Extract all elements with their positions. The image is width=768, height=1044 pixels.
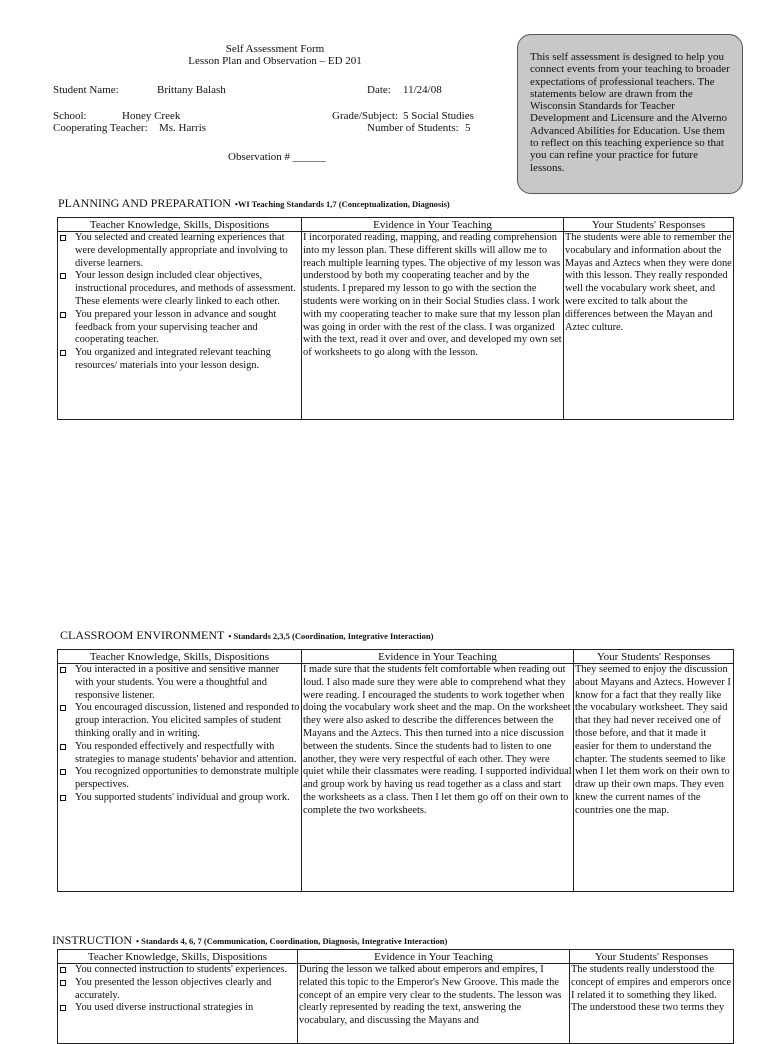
- evidence-cell: I incorporated reading, mapping, and reading comprehension into my lesson plan. These different skills will allow me to reach multiple learning types. The objective of my lesson was understood by both my cooperating teacher and by the students. I prepared my lesson to go with the section the students were working on in their Social Studies class. I work with my cooperating teacher to make sure that my lesson plan was going in order with the rest of the class. I was organized with the text, read it over and over, and developed my own set of worksheets to go along with the lesson.: [302, 232, 564, 420]
- instructions-callout: This self assessment is designed to help you connect events from your teaching to broader expectations of professional teachers. The statements below are drawn from the Wisconsin Standards for Teacher Development and Licensure and the Alverno Advanced Abilities for Education. Use them to reflect on this teaching experience so that you can refine your practice for future lessons.: [517, 34, 743, 194]
- responses-cell: The students were able to remember the vocabulary and information about the Mayas and Aztecs when they were done with this lesson. They really responded well the vocabulary work sheet, and were excited to talk about the differences between the Mayan and Aztec culture.: [564, 232, 734, 420]
- responses-cell: The students really understood the concept of empires and emperors once I related it to something they liked. The understood these two terms they: [570, 964, 734, 1044]
- grade-value: 5 Social Studies: [403, 110, 474, 122]
- school-label: School:: [53, 110, 87, 122]
- knowledge-item: You interacted in a positive and sensitive manner with your students. You were a thoughtful and responsive listener.: [59, 664, 300, 702]
- checkbox-icon: [60, 350, 66, 356]
- section-title: CLASSROOM ENVIRONMENT: [60, 628, 225, 642]
- knowledge-cell: [58, 664, 302, 892]
- checkbox-icon: [60, 795, 66, 801]
- student-name-label: Student Name:: [53, 84, 119, 96]
- section-standards: •WI Teaching Standards 1,7 (Conceptualization, Diagnosis): [234, 199, 450, 209]
- grade-label: Grade/Subject:: [332, 110, 398, 122]
- knowledge-item: You organized and integrated relevant teaching resources/ materials into your lesson design.: [59, 347, 300, 373]
- form-title: Self Assessment Form: [225, 43, 325, 55]
- checkbox-icon: [60, 980, 66, 986]
- checkbox-icon: [60, 667, 66, 673]
- form-subtitle: Lesson Plan and Observation – ED 201: [188, 55, 362, 67]
- column-header-responses: Your Students' Responses: [564, 218, 734, 232]
- column-header-knowledge: Teacher Knowledge, Skills, Dispositions: [58, 650, 302, 664]
- student-name-value: Brittany Balash: [157, 84, 226, 96]
- evidence-cell: I made sure that the students felt comfortable when reading out loud. I also made sure they were able to comprehend what they were reading. I encouraged the students to work together when doing the vocabulary work sheet and the map. On the worksheet they were also asked to describe the differences between the Mayans and the Aztecs. This then turned into a nice discussion between the students. Since the students had to listen to one another, they were very respectful of each other. They were quiet while their classmates were reading. I supported individual and group work by having us read together as a class and start the worksheets as a class. Then I let them go off on their own to complete the two worksheets.: [302, 664, 574, 892]
- cooperating-teacher-value: Ms. Harris: [159, 122, 207, 134]
- checkbox-icon: [60, 1005, 66, 1011]
- column-header-evidence: Evidence in Your Teaching: [302, 650, 574, 664]
- column-header-responses: Your Students' Responses: [574, 650, 734, 664]
- knowledge-cell: [58, 232, 302, 420]
- column-header-knowledge: Teacher Knowledge, Skills, Dispositions: [58, 950, 298, 964]
- knowledge-item: Your lesson design included clear objectives, instructional procedures, and methods of assessment. These elements were clearly linked to each other.: [59, 270, 300, 308]
- knowledge-item: You connected instruction to students' experiences.: [59, 964, 296, 977]
- knowledge-item: You encouraged discussion, listened and responded to group interaction. You elicited samples of student thinking orally and in writing.: [59, 702, 300, 740]
- column-header-knowledge: Teacher Knowledge, Skills, Dispositions: [58, 218, 302, 232]
- checkbox-icon: [60, 705, 66, 711]
- evidence-cell: During the lesson we talked about emperors and empires, I related this topic to the Emperor's New Groove. This made the concept of an empire very clear to the students. The lesson was clearly represented by reading the text, answering the vocabulary, and discussing the Mayans and: [298, 964, 570, 1044]
- knowledge-item: You supported students' individual and group work.: [59, 792, 300, 805]
- knowledge-item: You selected and created learning experiences that were developmentally appropriate and involving to diverse learners.: [59, 232, 300, 270]
- checkbox-icon: [60, 769, 66, 775]
- section-standards: • Standards 4, 6, 7 (Communication, Coordination, Diagnosis, Integrative Interaction): [136, 936, 448, 946]
- column-header-evidence: Evidence in Your Teaching: [298, 950, 570, 964]
- student-count-label: Number of Students:: [367, 122, 459, 134]
- observation-number: Observation # ______: [228, 151, 326, 163]
- date-value: 11/24/08: [403, 84, 442, 96]
- responses-cell: They seemed to enjoy the discussion about Mayans and Aztecs. However I know for a fact that they really like the vocabulary worksheet. They said that they had never received one of those before, and that it made it easier for them to understand the chapter. The students seemed to like when I let them work on their own to draw up their own maps. They even knew the current names of the countries one the map.: [574, 664, 734, 892]
- column-header-responses: Your Students' Responses: [570, 950, 734, 964]
- section-heading-instruction: [52, 931, 447, 949]
- school-value: Honey Creek: [122, 110, 181, 122]
- cooperating-teacher-label: Cooperating Teacher:: [53, 122, 148, 134]
- checkbox-icon: [60, 967, 66, 973]
- date-label: Date:: [367, 84, 391, 96]
- student-count-value: 5: [465, 122, 471, 134]
- assessment-table-environment: [57, 649, 734, 892]
- section-heading-environment: [60, 626, 433, 644]
- checkbox-icon: [60, 235, 66, 241]
- assessment-table-planning: [57, 217, 734, 420]
- checkbox-icon: [60, 744, 66, 750]
- checkbox-icon: [60, 312, 66, 318]
- section-heading-planning: [58, 194, 450, 212]
- knowledge-item: You responded effectively and respectfully with strategies to manage students' behavior and attention.: [59, 741, 300, 767]
- assessment-table-instruction: [57, 949, 734, 1044]
- section-title: INSTRUCTION: [52, 933, 132, 947]
- section-title: PLANNING AND PREPARATION: [58, 196, 231, 210]
- column-header-evidence: Evidence in Your Teaching: [302, 218, 564, 232]
- knowledge-item: You recognized opportunities to demonstrate multiple perspectives.: [59, 766, 300, 792]
- knowledge-item: You used diverse instructional strategies in: [59, 1002, 296, 1015]
- section-standards: • Standards 2,3,5 (Coordination, Integrative Interaction): [228, 631, 434, 641]
- checkbox-icon: [60, 273, 66, 279]
- knowledge-cell: [58, 964, 298, 1044]
- knowledge-item: You presented the lesson objectives clearly and accurately.: [59, 977, 296, 1003]
- knowledge-item: You prepared your lesson in advance and sought feedback from your supervising teacher and cooperating teacher.: [59, 309, 300, 347]
